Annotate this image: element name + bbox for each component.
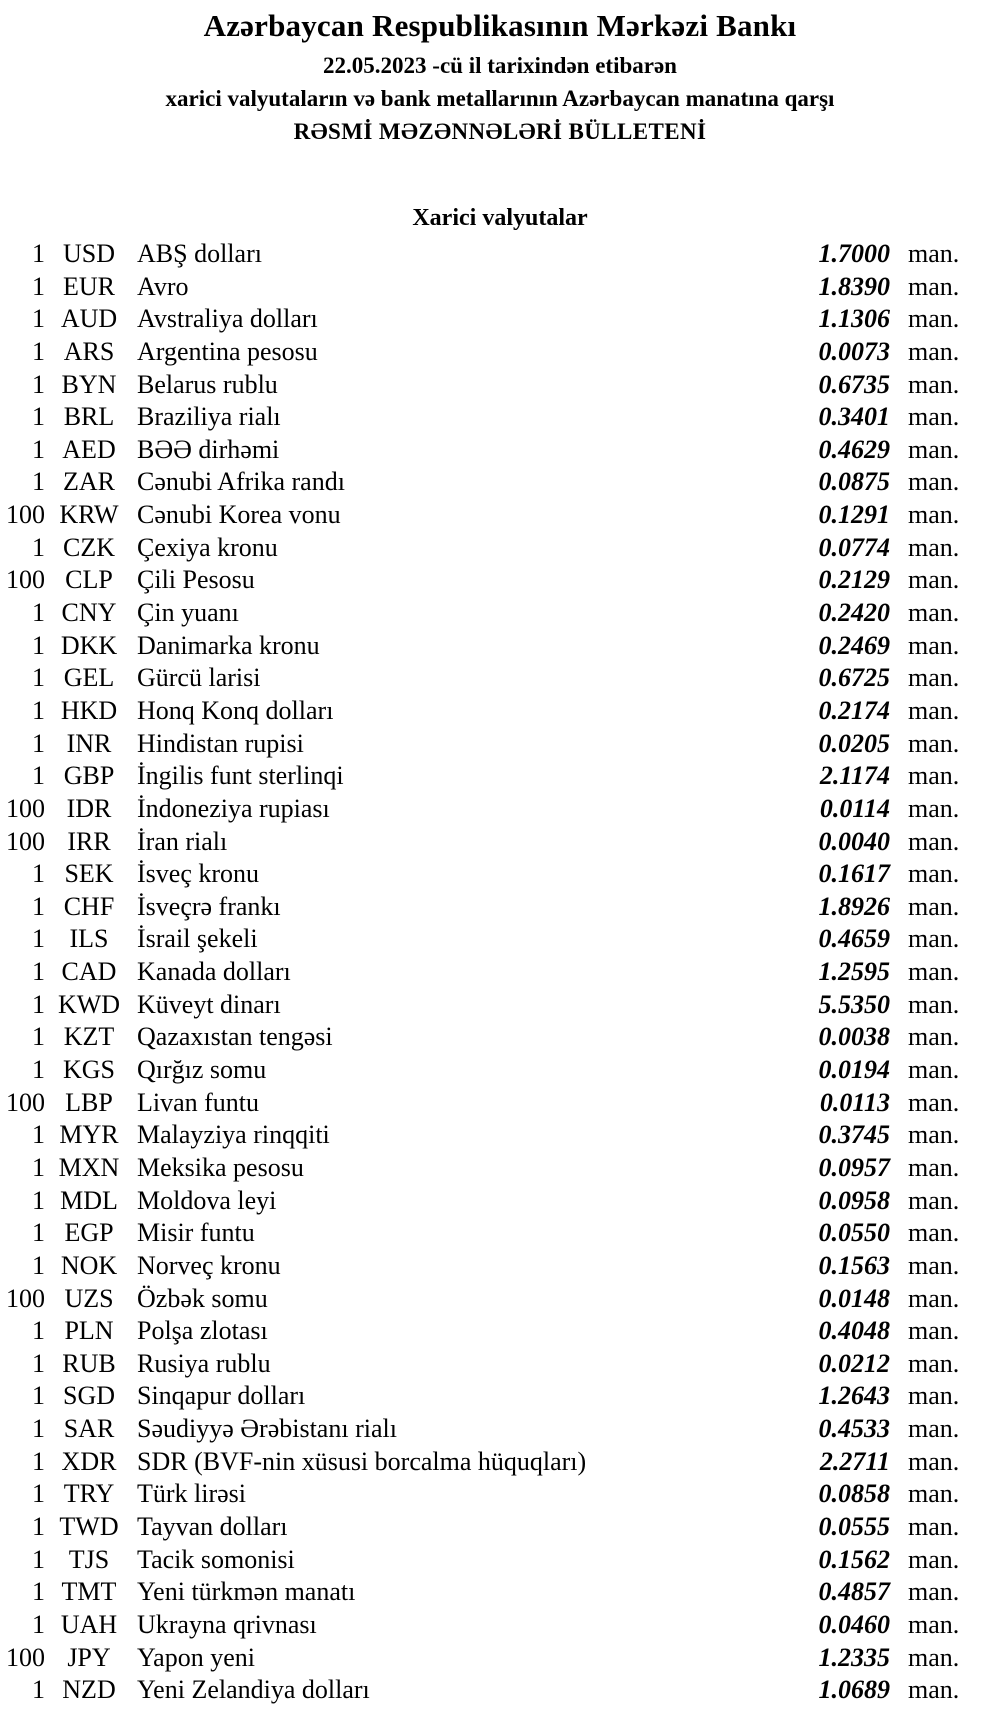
currency-name-cell: Hindistan rupisi — [137, 728, 304, 758]
unit-cell: man. — [908, 859, 960, 889]
unit-cell: man. — [908, 1120, 960, 1150]
quantity-cell: 1 — [32, 1152, 45, 1182]
rate-cell: 0.0550 — [818, 1218, 890, 1248]
rate-cell: 0.4659 — [818, 924, 890, 954]
currency-code-cell: JPY — [67, 1642, 111, 1672]
rate-cell: 0.2129 — [818, 565, 890, 595]
table-row — [0, 1413, 1000, 1446]
rate-cell: 0.0113 — [819, 1087, 890, 1117]
currency-code-cell: EGP — [64, 1218, 114, 1248]
currency-code-cell: CZK — [63, 532, 115, 562]
currency-name-cell: Ukrayna qrivnası — [137, 1609, 317, 1639]
quantity-cell: 100 — [6, 1087, 45, 1117]
table-row — [0, 989, 1000, 1022]
unit-cell: man. — [908, 1414, 960, 1444]
quantity-cell: 1 — [32, 695, 45, 725]
rate-cell: 0.0148 — [818, 1283, 890, 1313]
currency-name-cell: Meksika pesosu — [137, 1152, 304, 1182]
currency-code-cell: EUR — [63, 271, 115, 301]
rate-cell: 1.8926 — [818, 891, 890, 921]
quantity-cell: 1 — [32, 532, 45, 562]
currency-name-cell: Livan funtu — [137, 1087, 260, 1117]
unit-cell: man. — [908, 532, 960, 562]
currency-code-cell: CNY — [61, 598, 117, 628]
currency-code-cell: CLP — [65, 565, 113, 595]
currency-code-cell: LBP — [65, 1087, 113, 1117]
table-row — [0, 434, 1000, 467]
quantity-cell: 1 — [32, 728, 45, 758]
currency-name-cell: Yeni türkmən manatı — [137, 1577, 356, 1607]
currency-code-cell: SAR — [63, 1414, 115, 1444]
rate-cell: 0.0038 — [818, 1022, 890, 1052]
unit-cell: man. — [908, 1250, 960, 1280]
table-row — [0, 826, 1000, 859]
table-row — [0, 1511, 1000, 1544]
currency-name-cell: Qazaxıstan tengəsi — [137, 1022, 333, 1052]
rate-cell: 2.1174 — [819, 761, 890, 791]
rate-cell: 1.0689 — [818, 1675, 890, 1705]
currency-code-cell: TMT — [61, 1577, 117, 1607]
quantity-cell: 1 — [32, 1218, 45, 1248]
currency-code-cell: XDR — [61, 1446, 117, 1476]
currency-code-cell: MDL — [60, 1185, 118, 1215]
quantity-cell: 1 — [32, 1185, 45, 1215]
rate-cell: 0.1563 — [818, 1250, 890, 1280]
currency-name-cell: Cənubi Korea vonu — [137, 500, 341, 530]
quantity-cell: 100 — [6, 1642, 45, 1672]
quantity-cell: 100 — [6, 500, 45, 530]
quantity-cell: 1 — [32, 924, 45, 954]
rate-cell: 0.1291 — [818, 500, 890, 530]
table-row — [0, 1152, 1000, 1185]
unit-cell: man. — [908, 924, 960, 954]
rate-cell: 0.1562 — [818, 1544, 890, 1574]
rate-cell: 0.0040 — [818, 826, 890, 856]
rate-cell: 1.8390 — [818, 271, 890, 301]
table-row — [0, 532, 1000, 565]
unit-cell: man. — [908, 271, 960, 301]
quantity-cell: 1 — [32, 1055, 45, 1085]
currency-name-cell: Malayziya rinqqiti — [137, 1120, 330, 1150]
currency-code-cell: ARS — [63, 336, 115, 366]
quantity-cell: 100 — [6, 1283, 45, 1313]
rate-cell: 0.4857 — [818, 1577, 890, 1607]
quantity-cell: 1 — [32, 271, 45, 301]
currency-code-cell: BRL — [63, 402, 115, 432]
rate-cell: 0.6735 — [818, 369, 890, 399]
rate-cell: 1.2595 — [818, 957, 890, 987]
table-row — [0, 271, 1000, 304]
currency-code-cell: KZT — [63, 1022, 115, 1052]
table-row — [0, 1348, 1000, 1381]
currency-name-cell: Kanada dolları — [137, 957, 291, 987]
rate-cell: 0.0957 — [818, 1152, 890, 1182]
table-row — [0, 923, 1000, 956]
quantity-cell: 1 — [32, 1609, 45, 1639]
table-row — [0, 1315, 1000, 1348]
currency-code-cell: RUB — [62, 1348, 116, 1378]
rate-cell: 1.2335 — [818, 1642, 890, 1672]
currency-name-cell: ABŞ dolları — [137, 239, 262, 268]
currency-name-cell: Tayvan dolları — [137, 1511, 288, 1541]
unit-cell: man. — [908, 1381, 960, 1411]
unit-cell: man. — [908, 663, 960, 693]
quantity-cell: 1 — [32, 1544, 45, 1574]
quantity-cell: 1 — [32, 336, 45, 366]
rate-cell: 0.3401 — [818, 402, 890, 432]
table-row — [0, 401, 1000, 434]
quantity-cell: 1 — [32, 1675, 45, 1705]
unit-cell: man. — [908, 1055, 960, 1085]
unit-cell: man. — [908, 1152, 960, 1182]
table-row — [0, 466, 1000, 499]
table-row — [0, 695, 1000, 728]
currency-code-cell: AUD — [60, 304, 118, 334]
table-row — [0, 1250, 1000, 1283]
rate-cell: 0.0212 — [818, 1348, 890, 1378]
currency-name-cell: Yeni Zelandiya dolları — [137, 1675, 370, 1705]
unit-cell: man. — [908, 1479, 960, 1509]
currency-code-cell: MYR — [59, 1120, 119, 1150]
rate-cell: 0.2174 — [818, 695, 890, 725]
currency-code-cell: PLN — [64, 1316, 114, 1346]
quantity-cell: 1 — [32, 1316, 45, 1346]
currency-name-cell: Çin yuanı — [137, 598, 239, 628]
currency-name-cell: İsveçrə frankı — [137, 891, 281, 921]
currency-code-cell: NZD — [62, 1675, 116, 1705]
table-row — [0, 1119, 1000, 1152]
currency-code-cell: KWD — [57, 989, 121, 1019]
unit-cell: man. — [908, 1642, 960, 1672]
currency-code-cell: CAD — [61, 957, 117, 987]
unit-cell: man. — [908, 793, 960, 823]
rate-cell: 0.0114 — [819, 793, 890, 823]
unit-cell: man. — [908, 1511, 960, 1541]
rate-cell: 0.6725 — [818, 663, 890, 693]
unit-cell: man. — [908, 826, 960, 856]
rate-cell: 5.5350 — [818, 989, 890, 1019]
unit-cell: man. — [908, 1609, 960, 1639]
currency-name-cell: Türk lirəsi — [137, 1479, 247, 1509]
currency-name-cell: İsrail şekeli — [137, 924, 258, 954]
currency-name-cell: Səudiyyə Ərəbistanı rialı — [137, 1414, 397, 1444]
rate-cell: 0.0858 — [818, 1479, 890, 1509]
table-row — [0, 1446, 1000, 1479]
unit-cell: man. — [908, 434, 960, 464]
table-row — [0, 1185, 1000, 1218]
unit-cell: man. — [908, 565, 960, 595]
currency-name-cell: Danimarka kronu — [137, 630, 320, 660]
quantity-cell: 1 — [32, 957, 45, 987]
rate-cell: 2.2711 — [819, 1446, 890, 1476]
currency-code-cell: UZS — [64, 1283, 114, 1313]
currency-name-cell: Belarus rublu — [137, 369, 278, 399]
quantity-cell: 1 — [32, 1381, 45, 1411]
table-row — [0, 891, 1000, 924]
quantity-cell: 1 — [32, 434, 45, 464]
currency-code-cell: TRY — [63, 1479, 115, 1509]
unit-cell: man. — [908, 695, 960, 725]
currency-name-cell: Cənubi Afrika randı — [137, 467, 345, 497]
unit-cell: man. — [908, 1283, 960, 1313]
quantity-cell: 1 — [32, 859, 45, 889]
unit-cell: man. — [908, 467, 960, 497]
table-row — [0, 499, 1000, 532]
currency-name-cell: Honq Konq dolları — [137, 695, 334, 725]
currency-name-cell: Küveyt dinarı — [137, 989, 281, 1019]
rate-cell: 0.0205 — [818, 728, 890, 758]
table-row — [0, 336, 1000, 369]
currency-name-cell: Gürcü larisi — [137, 663, 261, 693]
unit-cell: man. — [908, 598, 960, 628]
currency-code-cell: TWD — [59, 1511, 119, 1541]
unit-cell: man. — [908, 1348, 960, 1378]
quantity-cell: 1 — [32, 630, 45, 660]
quantity-cell: 1 — [32, 1479, 45, 1509]
table-row — [0, 956, 1000, 989]
currency-code-cell: DKK — [60, 630, 118, 660]
unit-cell: man. — [908, 402, 960, 432]
table-row — [0, 564, 1000, 597]
quantity-cell: 1 — [32, 663, 45, 693]
table-row — [0, 1609, 1000, 1642]
currency-name-cell: Moldova leyi — [137, 1185, 277, 1215]
currency-name-cell: SDR (BVF-nin xüsusi borcalma hüquqları) — [137, 1446, 587, 1476]
table-row — [0, 597, 1000, 630]
table-row — [0, 662, 1000, 695]
table-row — [0, 630, 1000, 663]
unit-cell: man. — [908, 1675, 960, 1705]
unit-cell: man. — [908, 989, 960, 1019]
rate-cell: 1.2643 — [818, 1381, 890, 1411]
rate-cell: 1.1306 — [818, 304, 890, 334]
quantity-cell: 100 — [6, 826, 45, 856]
currency-name-cell: İngilis funt sterlinqi — [137, 761, 344, 791]
unit-cell: man. — [908, 630, 960, 660]
unit-cell: man. — [908, 891, 960, 921]
table-row — [0, 303, 1000, 336]
quantity-cell: 1 — [32, 891, 45, 921]
quantity-cell: 1 — [32, 1577, 45, 1607]
unit-cell: man. — [908, 304, 960, 334]
currency-name-cell: BƏƏ dirhəmi — [137, 434, 280, 464]
quantity-cell: 1 — [32, 1120, 45, 1150]
quantity-cell: 1 — [32, 1446, 45, 1476]
effective-date-line: 22.05.2023 -cü il tarixindən etibarən — [323, 53, 677, 78]
table-row — [0, 1544, 1000, 1577]
table-row — [0, 1642, 1000, 1675]
rate-cell: 1.7000 — [818, 239, 890, 268]
rate-cell: 0.0875 — [818, 467, 890, 497]
unit-cell: man. — [908, 336, 960, 366]
currency-name-cell: Polşa zlotası — [137, 1316, 268, 1346]
unit-cell: man. — [908, 957, 960, 987]
rate-cell: 0.2469 — [818, 630, 890, 660]
quantity-cell: 100 — [6, 793, 45, 823]
rate-cell: 0.4629 — [818, 434, 890, 464]
currency-code-cell: BYN — [61, 369, 117, 399]
rate-cell: 0.0555 — [818, 1511, 890, 1541]
currency-name-cell: Avro — [137, 271, 189, 301]
table-row — [0, 1087, 1000, 1120]
rate-cell: 0.0194 — [818, 1055, 890, 1085]
currency-code-cell: MXN — [58, 1152, 120, 1182]
currency-name-cell: İran rialı — [137, 826, 228, 856]
currency-code-cell: USD — [62, 239, 115, 268]
unit-cell: man. — [908, 1087, 960, 1117]
table-row — [0, 760, 1000, 793]
unit-cell: man. — [908, 1316, 960, 1346]
quantity-cell: 1 — [32, 989, 45, 1019]
rate-cell: 0.0460 — [818, 1609, 890, 1639]
quantity-cell: 1 — [32, 1348, 45, 1378]
quantity-cell: 1 — [32, 402, 45, 432]
table-row — [0, 1674, 1000, 1707]
table-row — [0, 238, 1000, 271]
quantity-cell: 1 — [32, 761, 45, 791]
currency-code-cell: ZAR — [63, 467, 115, 497]
currency-name-cell: Tacik somonisi — [137, 1544, 295, 1574]
table-row — [0, 1576, 1000, 1609]
table-row — [0, 1478, 1000, 1511]
currency-code-cell: TJS — [68, 1544, 110, 1574]
currency-code-cell: GEL — [63, 663, 115, 693]
currency-code-cell: ILS — [69, 924, 109, 954]
unit-cell: man. — [908, 1022, 960, 1052]
unit-cell: man. — [908, 1544, 960, 1574]
currency-code-cell: GBP — [63, 761, 115, 791]
unit-cell: man. — [908, 239, 960, 268]
currency-name-cell: Braziliya rialı — [137, 402, 281, 432]
quantity-cell: 100 — [6, 565, 45, 595]
quantity-cell: 1 — [32, 467, 45, 497]
rate-cell: 0.4533 — [818, 1414, 890, 1444]
rate-cell: 0.0073 — [818, 336, 890, 366]
bulletin-title: RƏSMİ MƏZƏNNƏLƏRİ BÜLLETENİ — [293, 119, 707, 144]
quantity-cell: 1 — [32, 1511, 45, 1541]
currency-code-cell: HKD — [60, 695, 118, 725]
rate-cell: 0.2420 — [818, 598, 890, 628]
rate-cell: 0.1617 — [818, 859, 890, 889]
rates-table — [0, 238, 1000, 1707]
subject-line: xarici valyutaların və bank metallarının Azərbaycan manatına qarşı — [165, 86, 835, 111]
currency-code-cell: KRW — [59, 500, 119, 530]
currency-name-cell: Qırğız somu — [137, 1055, 267, 1085]
rate-cell: 0.3745 — [818, 1120, 890, 1150]
currency-name-cell: Çexiya kronu — [137, 532, 278, 562]
currency-name-cell: Argentina pesosu — [137, 336, 318, 366]
currency-name-cell: Çili Pesosu — [137, 565, 255, 595]
table-row — [0, 1054, 1000, 1087]
quantity-cell: 1 — [32, 598, 45, 628]
table-row — [0, 858, 1000, 891]
currency-code-cell: CHF — [63, 891, 115, 921]
currency-name-cell: Misir funtu — [137, 1218, 255, 1248]
unit-cell: man. — [908, 1446, 960, 1476]
table-row — [0, 728, 1000, 761]
currency-code-cell: SGD — [62, 1381, 115, 1411]
unit-cell: man. — [908, 369, 960, 399]
unit-cell: man. — [908, 500, 960, 530]
currency-code-cell: AED — [62, 434, 116, 464]
currency-name-cell: Sinqapur dolları — [137, 1381, 306, 1411]
section-title-foreign-currencies: Xarici valyutalar — [412, 205, 588, 231]
table-row — [0, 1380, 1000, 1413]
quantity-cell: 1 — [32, 304, 45, 334]
currency-code-cell: IRR — [67, 826, 111, 856]
table-row — [0, 793, 1000, 826]
currency-name-cell: Özbək somu — [137, 1283, 268, 1313]
currency-code-cell: IDR — [66, 793, 112, 823]
quantity-cell: 1 — [32, 1414, 45, 1444]
quantity-cell: 1 — [32, 1250, 45, 1280]
unit-cell: man. — [908, 761, 960, 791]
table-row — [0, 1283, 1000, 1316]
currency-code-cell: INR — [66, 728, 112, 758]
rate-cell: 0.0958 — [818, 1185, 890, 1215]
currency-name-cell: Avstraliya dolları — [137, 304, 318, 334]
currency-name-cell: Norveç kronu — [137, 1250, 281, 1280]
rate-cell: 0.4048 — [818, 1316, 890, 1346]
currency-name-cell: Yapon yeni — [137, 1642, 255, 1672]
currency-name-cell: İsveç kronu — [137, 859, 260, 889]
bank-title: Azərbaycan Respublikasının Mərkəzi Bankı — [203, 8, 797, 43]
unit-cell: man. — [908, 1218, 960, 1248]
unit-cell: man. — [908, 1577, 960, 1607]
quantity-cell: 1 — [32, 1022, 45, 1052]
currency-name-cell: İndoneziya rupiası — [137, 793, 330, 823]
currency-code-cell: KGS — [62, 1055, 115, 1085]
table-row — [0, 369, 1000, 402]
rate-cell: 0.0774 — [818, 532, 890, 562]
table-row — [0, 1021, 1000, 1054]
currency-code-cell: NOK — [60, 1250, 118, 1280]
unit-cell: man. — [908, 1185, 960, 1215]
currency-name-cell: Rusiya rublu — [137, 1348, 271, 1378]
quantity-cell: 1 — [32, 369, 45, 399]
currency-code-cell: SEK — [64, 859, 114, 889]
unit-cell: man. — [908, 728, 960, 758]
currency-code-cell: UAH — [60, 1609, 118, 1639]
table-row — [0, 1217, 1000, 1250]
quantity-cell: 1 — [32, 239, 45, 268]
